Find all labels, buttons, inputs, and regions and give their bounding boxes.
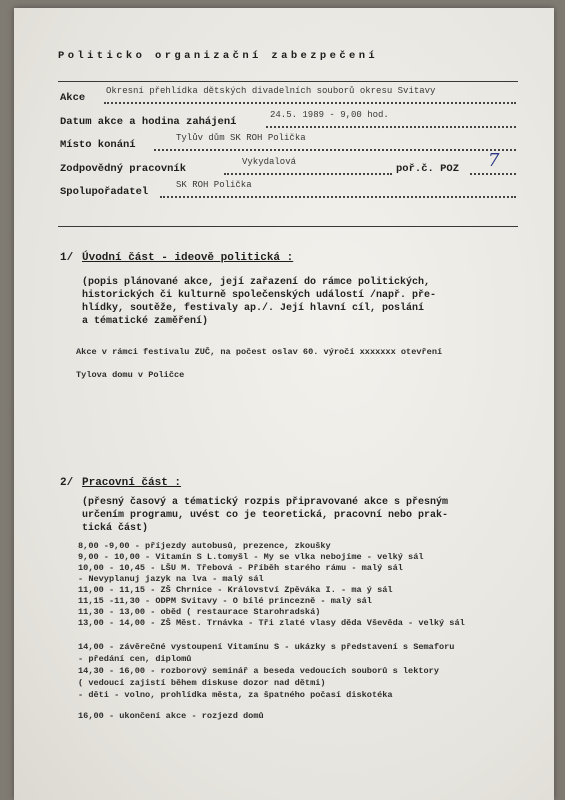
document-page bbox=[14, 8, 554, 800]
section1-desc-line: (popis plánované akce, její zařazení do rámce politických, bbox=[82, 277, 431, 288]
schedule-line: 10,00 - 10,45 - LŠU M. Třebová - Příběh starého rámu - malý sál bbox=[78, 563, 403, 573]
section1-desc-line: a tématické zaměření) bbox=[82, 316, 209, 327]
zodp-value: Vykydalová bbox=[242, 157, 297, 167]
spolu-dotted-line bbox=[160, 196, 516, 198]
zodp-dotted-line bbox=[224, 173, 392, 175]
porc-label: poř.č. POZ bbox=[396, 163, 460, 175]
datum-value: 24.5. 1989 - 9,00 hod. bbox=[270, 110, 389, 120]
porc-value-handwritten: 7 bbox=[488, 150, 500, 171]
akce-value: Okresní přehlídka dětských divadelních souborů okresu Svitavy bbox=[106, 86, 436, 96]
akce-label: Akce bbox=[60, 92, 86, 104]
section2-desc-line: (přesný časový a tématický rozpis připravované akce s přesným bbox=[82, 497, 449, 508]
section2-number: 2/ bbox=[60, 477, 74, 489]
schedule-line: 13,00 - 14,00 - ZŠ Měst. Trnávka - Tři zlaté vlasy děda Vševěda - velký sál bbox=[78, 618, 465, 628]
section1-number: 1/ bbox=[60, 252, 74, 264]
misto-label: Místo konání bbox=[60, 139, 136, 151]
section1-text-line: Tylova domu v Poličce bbox=[76, 370, 185, 380]
schedule-line: 11,30 - 13,00 - oběd ( restaurace Starohradská) bbox=[78, 607, 321, 617]
porc-dotted-line bbox=[470, 173, 516, 175]
schedule-line: 9,00 - 10,00 - Vitamín S L.tomyšl - My se vlka nebojíme - velký sál bbox=[78, 552, 424, 562]
schedule-line: 14,30 - 16,00 - rozborový seminář a beseda vedoucích souborů s lektory bbox=[78, 666, 439, 676]
section2-title: Pracovní část : bbox=[82, 477, 182, 489]
schedule-line: 8,00 -9,00 - příjezdy autobusů, prezence, zkoušky bbox=[78, 541, 331, 551]
schedule-line: - Nevyplanuj jazyk na lva - malý sál bbox=[78, 574, 264, 584]
section1-title: Úvodní část - ideově politická : bbox=[82, 252, 294, 264]
datum-dotted-line bbox=[266, 126, 516, 128]
spolu-value: SK ROH Polička bbox=[176, 180, 252, 190]
schedule-line: - děti - volno, prohlídka města, za špatného počasí diskotéka bbox=[78, 690, 393, 700]
document-header: Politicko organizační zabezpečení bbox=[58, 50, 379, 62]
section1-desc-line: historických či kulturně společenských událostí /např. pře- bbox=[82, 290, 437, 301]
datum-label: Datum akce a hodina zahájení bbox=[60, 116, 237, 128]
schedule-line: ( vedoucí zajistí během diskuse dozor nad dětmi) bbox=[78, 678, 326, 688]
schedule-line: 16,00 - ukončení akce - rozjezd domů bbox=[78, 711, 264, 721]
section1-desc-line: hlídky, soutěže, festivaly ap./. Její hlavní cíl, poslání bbox=[82, 303, 425, 314]
zodp-label: Zodpovědný pracovník bbox=[60, 163, 187, 175]
spolu-label: Spolupořadatel bbox=[60, 186, 149, 198]
schedule-line: - předání cen, diplomů bbox=[78, 654, 192, 664]
section2-desc-line: tická část) bbox=[82, 523, 149, 534]
schedule-line: 14,00 - závěrečné vystoupení Vitamínu S - ukázky s představení s Semaforu bbox=[78, 642, 455, 652]
misto-dotted-line bbox=[154, 149, 516, 151]
form-rule bbox=[58, 226, 518, 227]
misto-value: Tylův dům SK ROH Polička bbox=[176, 133, 306, 143]
section2-desc-line: určením programu, uvést co je teoretická, pracovní nebo prak- bbox=[82, 510, 449, 521]
akce-dotted-line bbox=[104, 102, 516, 104]
section1-text-line: Akce v rámci festivalu ZUČ, na počest oslav 60. výročí xxxxxxx otevření bbox=[76, 347, 443, 357]
header-rule bbox=[58, 81, 518, 82]
schedule-line: 11,15 -11,30 - ODPM Svitavy - O bílé princezně - malý sál bbox=[78, 596, 372, 606]
schedule-line: 11,00 - 11,15 - ZŠ Chrnice - Království Zpěváka I. - ma ý sál bbox=[78, 585, 393, 595]
